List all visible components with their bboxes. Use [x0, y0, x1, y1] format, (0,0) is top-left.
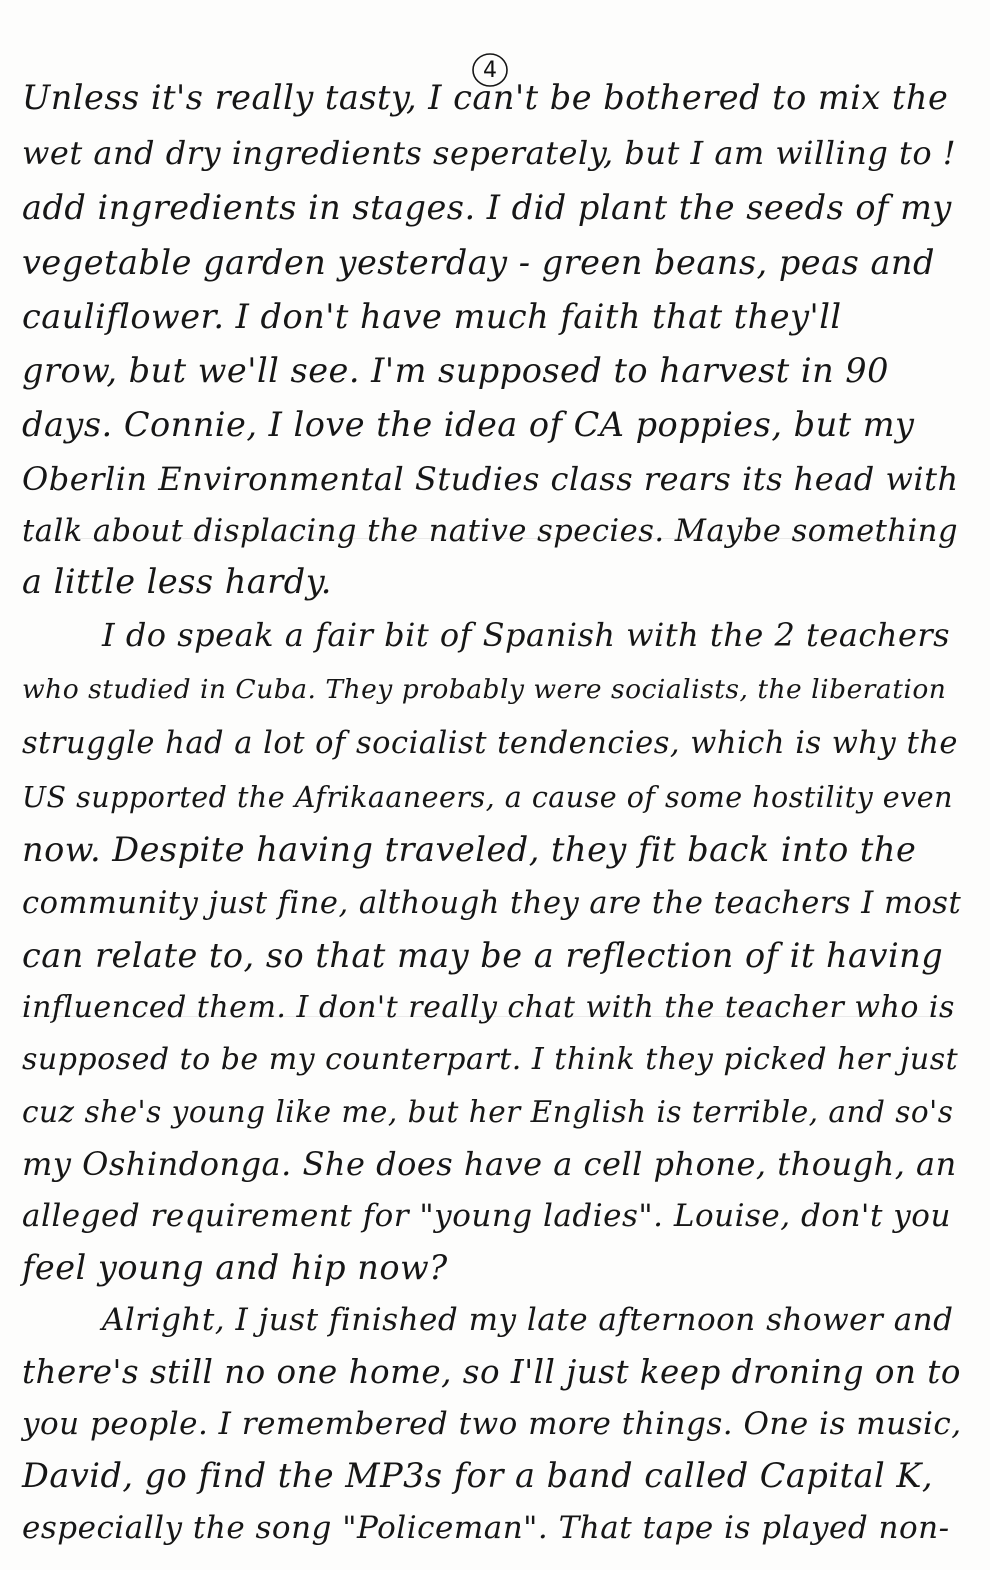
text-line: struggle had a lot of socialist tendencies, which is why the [22, 726, 958, 761]
text-line: can relate to, so that may be a reflection of it having [22, 936, 944, 975]
text-line: influenced them. I don't really chat with the teacher who is [22, 990, 955, 1025]
text-line: cuz she's young like me, but her English is terrible, and so's [22, 1095, 954, 1129]
text-line: a little less hardy. [22, 562, 332, 601]
text-line: wet and dry ingredients seperately, but I am willing to ! [22, 134, 957, 172]
text-line: grow, but we'll see. I'm supposed to harvest in 90 [22, 351, 889, 390]
text-line: my Oshindonga. She does have a cell phone, though, an [22, 1145, 957, 1183]
text-line: I do speak a fair bit of Spanish with the 2 teachers [102, 616, 951, 654]
text-line: Alright, I just finished my late afternoon shower and [102, 1302, 954, 1338]
text-line: community just fine, although they are the teachers I most [22, 886, 962, 921]
text-line: cauliflower. I don't have much faith that they'll [22, 297, 842, 336]
text-line: who studied in Cuba. They probably were socialists, the liberation [22, 674, 947, 705]
text-line: Oberlin Environmental Studies class rears its head with [22, 460, 959, 498]
text-line: alleged requirement for "young ladies". Louise, don't you [22, 1198, 951, 1234]
page-number-text: 4 [483, 57, 497, 83]
text-line: talk about displacing the native species. Maybe something [22, 514, 958, 549]
text-line: David, go find the MP3s for a band called Capital K, [22, 1456, 934, 1495]
text-line: add ingredients in stages. I did plant the seeds of my [22, 188, 952, 227]
text-line: Unless it's really tasty, I can't be bothered to mix the [22, 78, 949, 117]
text-line: there's still no one home, so I'll just keep droning on to [22, 1353, 961, 1391]
text-line: you people. I remembered two more things. One is music, [22, 1406, 962, 1442]
text-line: especially the song "Policeman". That tape is played non- [22, 1510, 950, 1546]
text-line: days. Connie, I love the idea of CA poppies, but my [22, 405, 915, 444]
text-line: supposed to be my counterpart. I think they picked her just [22, 1042, 959, 1077]
text-line: feel young and hip now? [22, 1248, 448, 1287]
text-line: vegetable garden yesterday - green beans, peas and [22, 243, 935, 282]
text-line: US supported the Afrikaaneers, a cause of some hostility even [22, 781, 953, 814]
text-line: now. Despite having traveled, they fit back into the [22, 830, 917, 869]
